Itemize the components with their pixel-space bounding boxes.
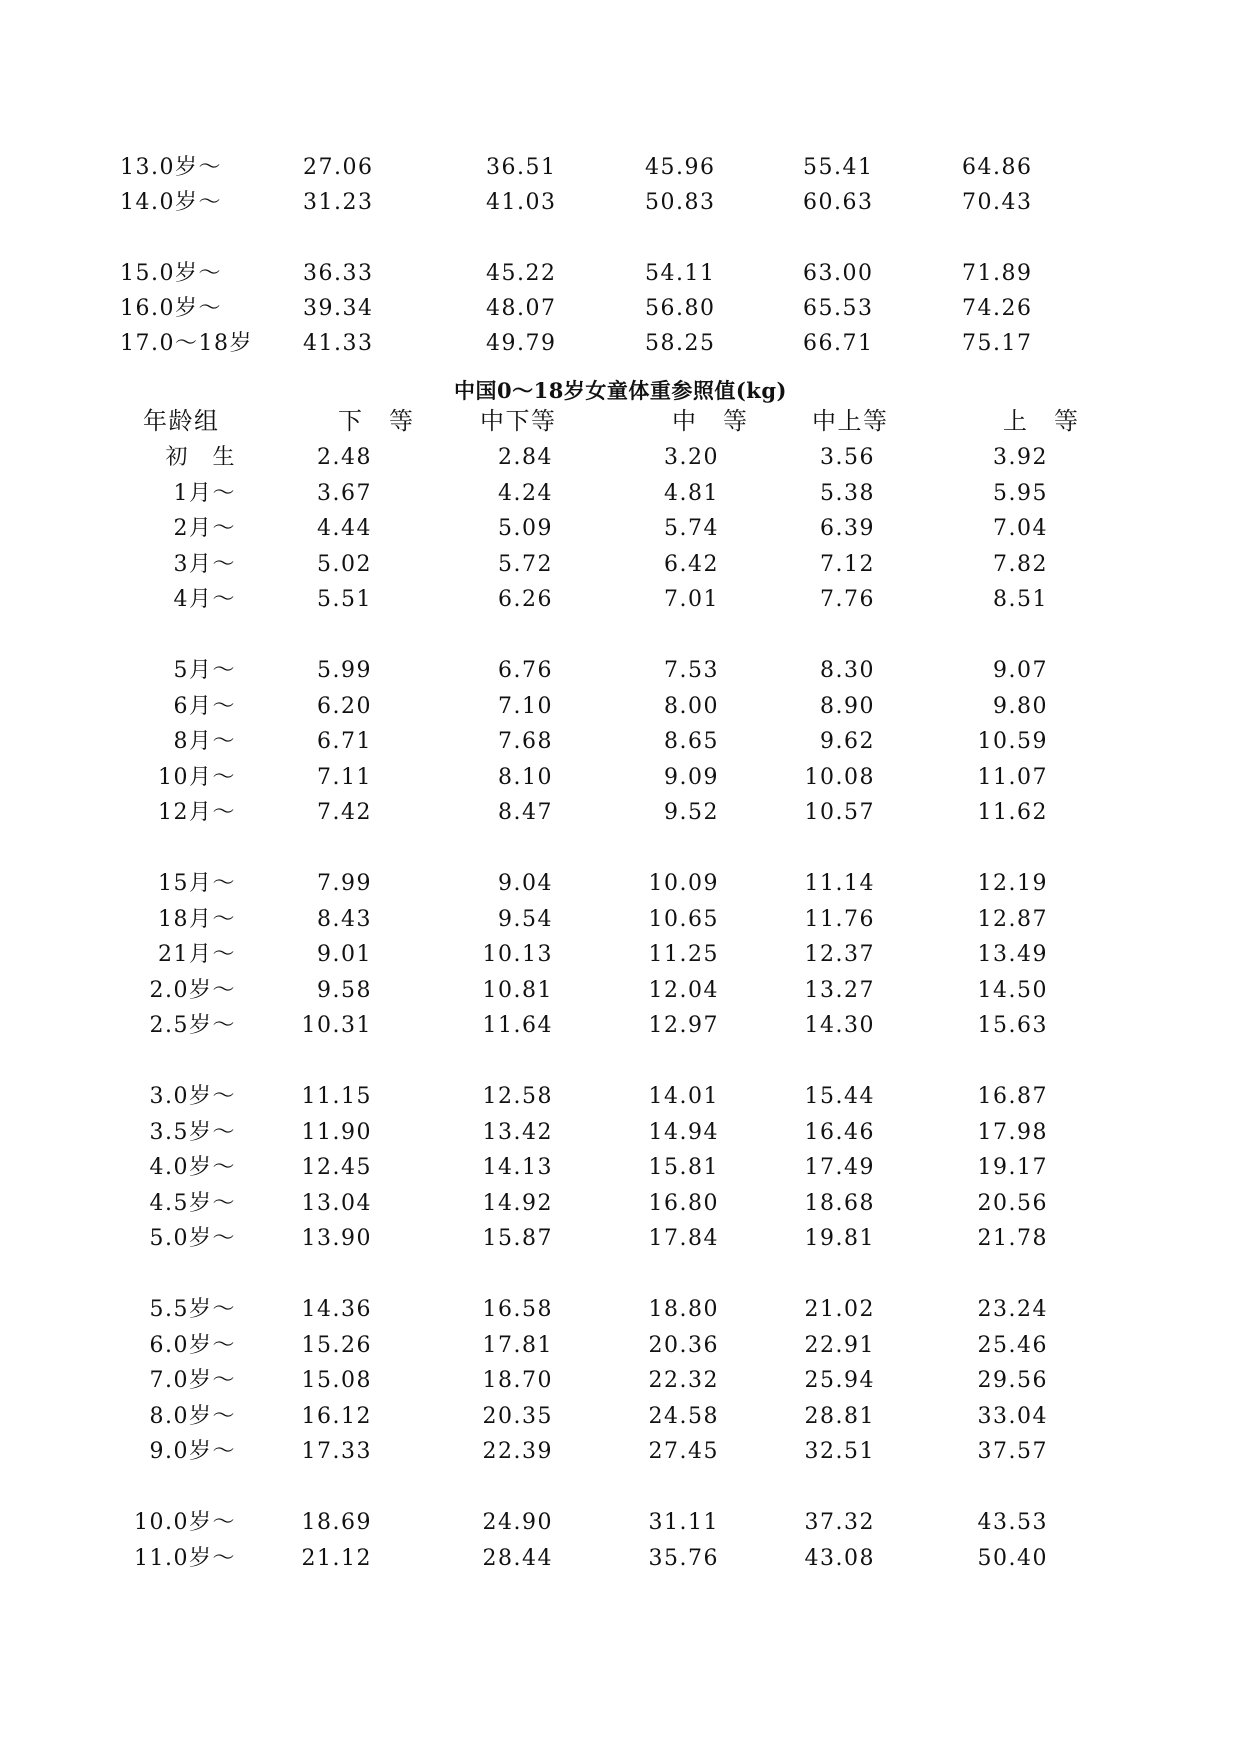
age-cell: 2月～ xyxy=(173,516,236,541)
value-cell: 18.69 xyxy=(301,1510,372,1535)
table-row xyxy=(0,291,1241,327)
value-cell: 12.87 xyxy=(977,907,1048,932)
value-cell: 11.64 xyxy=(482,1013,553,1038)
age-cell: 5.0岁～ xyxy=(149,1226,236,1251)
value-cell: 20.36 xyxy=(648,1333,719,1358)
table-row xyxy=(0,1328,1241,1364)
value-cell: 16.87 xyxy=(977,1084,1048,1109)
value-cell: 7.53 xyxy=(664,658,719,683)
value-cell: 4.44 xyxy=(317,516,372,541)
table-row xyxy=(0,902,1241,938)
table-row xyxy=(0,973,1241,1009)
value-cell: 22.39 xyxy=(482,1439,553,1464)
value-cell: 7.12 xyxy=(820,552,875,577)
age-cell: 9.0岁～ xyxy=(149,1439,236,1464)
age-cell: 15.0岁～ xyxy=(120,261,222,286)
header-lower: 下 等 xyxy=(338,407,415,435)
value-cell: 7.04 xyxy=(993,516,1048,541)
header-upper: 上 等 xyxy=(1003,407,1080,435)
value-cell: 36.51 xyxy=(486,155,557,180)
value-cell: 17.98 xyxy=(977,1120,1048,1145)
value-cell: 5.09 xyxy=(498,516,553,541)
value-cell: 74.26 xyxy=(962,296,1033,321)
value-cell: 9.80 xyxy=(993,694,1048,719)
value-cell: 25.94 xyxy=(804,1368,875,1393)
value-cell: 6.39 xyxy=(820,516,875,541)
value-cell: 14.50 xyxy=(977,978,1048,1003)
value-cell: 21.02 xyxy=(804,1297,875,1322)
value-cell: 11.25 xyxy=(648,942,719,967)
age-cell: 1月～ xyxy=(173,481,236,506)
value-cell: 66.71 xyxy=(803,331,874,356)
value-cell: 7.11 xyxy=(317,765,372,790)
value-cell: 12.37 xyxy=(804,942,875,967)
value-cell: 10.31 xyxy=(301,1013,372,1038)
table-row xyxy=(0,724,1241,760)
table-row xyxy=(0,1221,1241,1257)
value-cell: 9.01 xyxy=(317,942,372,967)
table-row xyxy=(0,582,1241,618)
value-cell: 8.30 xyxy=(820,658,875,683)
age-cell: 17.0～18岁 xyxy=(120,331,253,356)
table-row xyxy=(0,256,1241,292)
age-cell: 14.0岁～ xyxy=(120,190,222,215)
value-cell: 8.43 xyxy=(317,907,372,932)
value-cell: 5.74 xyxy=(664,516,719,541)
age-cell: 8月～ xyxy=(173,729,236,754)
age-cell: 2.0岁～ xyxy=(149,978,236,1003)
value-cell: 45.22 xyxy=(486,261,557,286)
value-cell: 39.34 xyxy=(303,296,374,321)
value-cell: 19.17 xyxy=(977,1155,1048,1180)
value-cell: 5.99 xyxy=(317,658,372,683)
value-cell: 15.63 xyxy=(977,1013,1048,1038)
value-cell: 49.79 xyxy=(486,331,557,356)
value-cell: 13.49 xyxy=(977,942,1048,967)
age-cell: 16.0岁～ xyxy=(120,296,222,321)
table-header xyxy=(0,402,1241,440)
value-cell: 13.42 xyxy=(482,1120,553,1145)
value-cell: 64.86 xyxy=(962,155,1033,180)
value-cell: 21.12 xyxy=(301,1546,372,1571)
value-cell: 14.01 xyxy=(648,1084,719,1109)
value-cell: 63.00 xyxy=(803,261,874,286)
value-cell: 18.70 xyxy=(482,1368,553,1393)
table-row xyxy=(0,689,1241,725)
table-row xyxy=(0,760,1241,796)
value-cell: 10.57 xyxy=(804,800,875,825)
value-cell: 6.76 xyxy=(498,658,553,683)
age-cell: 10月～ xyxy=(158,765,236,790)
age-cell: 4.5岁～ xyxy=(149,1191,236,1216)
age-cell: 5月～ xyxy=(173,658,236,683)
value-cell: 14.92 xyxy=(482,1191,553,1216)
value-cell: 6.71 xyxy=(317,729,372,754)
value-cell: 15.87 xyxy=(482,1226,553,1251)
value-cell: 9.58 xyxy=(317,978,372,1003)
age-cell: 4.0岁～ xyxy=(149,1155,236,1180)
value-cell: 11.14 xyxy=(804,871,875,896)
value-cell: 16.58 xyxy=(482,1297,553,1322)
value-cell: 11.90 xyxy=(301,1120,372,1145)
header-age-group: 年龄组 xyxy=(143,407,220,435)
value-cell: 13.27 xyxy=(804,978,875,1003)
value-cell: 3.56 xyxy=(820,445,875,470)
value-cell: 60.63 xyxy=(803,190,874,215)
value-cell: 18.68 xyxy=(804,1191,875,1216)
value-cell: 23.24 xyxy=(977,1297,1048,1322)
value-cell: 10.13 xyxy=(482,942,553,967)
value-cell: 12.19 xyxy=(977,871,1048,896)
table-row xyxy=(0,1150,1241,1186)
value-cell: 20.56 xyxy=(977,1191,1048,1216)
age-cell: 3.5岁～ xyxy=(149,1120,236,1145)
value-cell: 9.09 xyxy=(664,765,719,790)
value-cell: 36.33 xyxy=(303,261,374,286)
table-row xyxy=(0,476,1241,512)
age-cell: 6.0岁～ xyxy=(149,1333,236,1358)
value-cell: 3.92 xyxy=(993,445,1048,470)
table-row xyxy=(0,547,1241,583)
age-cell: 15月～ xyxy=(158,871,236,896)
table-row xyxy=(0,1399,1241,1435)
value-cell: 10.59 xyxy=(977,729,1048,754)
table-row xyxy=(0,1541,1241,1577)
age-cell: 3.0岁～ xyxy=(149,1084,236,1109)
value-cell: 7.10 xyxy=(498,694,553,719)
age-cell: 10.0岁～ xyxy=(134,1510,236,1535)
value-cell: 10.09 xyxy=(648,871,719,896)
value-cell: 15.81 xyxy=(648,1155,719,1180)
value-cell: 24.90 xyxy=(482,1510,553,1535)
value-cell: 48.07 xyxy=(486,296,557,321)
value-cell: 50.83 xyxy=(645,190,716,215)
value-cell: 13.90 xyxy=(301,1226,372,1251)
header-upper-middle: 中上等 xyxy=(812,407,889,435)
value-cell: 19.81 xyxy=(804,1226,875,1251)
value-cell: 17.33 xyxy=(301,1439,372,1464)
value-cell: 7.99 xyxy=(317,871,372,896)
value-cell: 6.42 xyxy=(664,552,719,577)
value-cell: 14.36 xyxy=(301,1297,372,1322)
value-cell: 17.81 xyxy=(482,1333,553,1358)
age-cell: 11.0岁～ xyxy=(134,1546,236,1571)
value-cell: 5.72 xyxy=(498,552,553,577)
value-cell: 12.58 xyxy=(482,1084,553,1109)
table-row xyxy=(0,440,1241,476)
value-cell: 71.89 xyxy=(962,261,1033,286)
value-cell: 22.32 xyxy=(648,1368,719,1393)
value-cell: 5.38 xyxy=(820,481,875,506)
value-cell: 6.20 xyxy=(317,694,372,719)
value-cell: 4.24 xyxy=(498,481,553,506)
value-cell: 35.76 xyxy=(648,1546,719,1571)
table-row xyxy=(0,653,1241,689)
value-cell: 16.12 xyxy=(301,1404,372,1429)
value-cell: 8.00 xyxy=(664,694,719,719)
value-cell: 27.45 xyxy=(648,1439,719,1464)
value-cell: 15.08 xyxy=(301,1368,372,1393)
value-cell: 24.58 xyxy=(648,1404,719,1429)
value-cell: 56.80 xyxy=(645,296,716,321)
value-cell: 5.51 xyxy=(317,587,372,612)
age-cell: 18月～ xyxy=(158,907,236,932)
value-cell: 70.43 xyxy=(962,190,1033,215)
age-cell: 7.0岁～ xyxy=(149,1368,236,1393)
value-cell: 37.57 xyxy=(977,1439,1048,1464)
value-cell: 14.94 xyxy=(648,1120,719,1145)
value-cell: 32.51 xyxy=(804,1439,875,1464)
header-lower-middle: 中下等 xyxy=(480,407,557,435)
value-cell: 5.02 xyxy=(317,552,372,577)
value-cell: 4.81 xyxy=(664,481,719,506)
table-row xyxy=(0,1186,1241,1222)
header-middle: 中 等 xyxy=(672,407,749,435)
value-cell: 13.04 xyxy=(301,1191,372,1216)
value-cell: 10.81 xyxy=(482,978,553,1003)
value-cell: 2.48 xyxy=(317,445,372,470)
table-row xyxy=(0,150,1241,186)
value-cell: 9.04 xyxy=(498,871,553,896)
value-cell: 15.26 xyxy=(301,1333,372,1358)
value-cell: 31.23 xyxy=(303,190,374,215)
value-cell: 27.06 xyxy=(303,155,374,180)
age-cell: 初 生 xyxy=(165,445,236,470)
value-cell: 31.11 xyxy=(648,1510,719,1535)
age-cell: 2.5岁～ xyxy=(149,1013,236,1038)
value-cell: 58.25 xyxy=(645,331,716,356)
value-cell: 17.84 xyxy=(648,1226,719,1251)
value-cell: 54.11 xyxy=(645,261,716,286)
value-cell: 41.03 xyxy=(486,190,557,215)
value-cell: 16.80 xyxy=(648,1191,719,1216)
age-cell: 13.0岁～ xyxy=(120,155,222,180)
value-cell: 15.44 xyxy=(804,1084,875,1109)
value-cell: 8.10 xyxy=(498,765,553,790)
value-cell: 9.07 xyxy=(993,658,1048,683)
value-cell: 5.95 xyxy=(993,481,1048,506)
table-row xyxy=(0,1505,1241,1541)
value-cell: 11.76 xyxy=(804,907,875,932)
table-row xyxy=(0,1292,1241,1328)
value-cell: 43.08 xyxy=(804,1546,875,1571)
table-row xyxy=(0,795,1241,831)
value-cell: 25.46 xyxy=(977,1333,1048,1358)
value-cell: 14.13 xyxy=(482,1155,553,1180)
value-cell: 55.41 xyxy=(803,155,874,180)
table-row xyxy=(0,1008,1241,1044)
table-row xyxy=(0,185,1241,221)
value-cell: 37.32 xyxy=(804,1510,875,1535)
value-cell: 10.65 xyxy=(648,907,719,932)
value-cell: 50.40 xyxy=(977,1546,1048,1571)
value-cell: 21.78 xyxy=(977,1226,1048,1251)
value-cell: 28.81 xyxy=(804,1404,875,1429)
value-cell: 43.53 xyxy=(977,1510,1048,1535)
table-row xyxy=(0,1434,1241,1470)
age-cell: 8.0岁～ xyxy=(149,1404,236,1429)
table-title: 中国0～18岁女童体重参照值(kg) xyxy=(454,378,787,403)
value-cell: 45.96 xyxy=(645,155,716,180)
age-cell: 6月～ xyxy=(173,694,236,719)
value-cell: 65.53 xyxy=(803,296,874,321)
value-cell: 8.51 xyxy=(993,587,1048,612)
value-cell: 9.52 xyxy=(664,800,719,825)
value-cell: 9.54 xyxy=(498,907,553,932)
table-row xyxy=(0,326,1241,362)
value-cell: 7.82 xyxy=(993,552,1048,577)
value-cell: 14.30 xyxy=(804,1013,875,1038)
value-cell: 20.35 xyxy=(482,1404,553,1429)
table-row xyxy=(0,1363,1241,1399)
age-cell: 21月～ xyxy=(158,942,236,967)
value-cell: 3.20 xyxy=(664,445,719,470)
table-row xyxy=(0,1115,1241,1151)
value-cell: 9.62 xyxy=(820,729,875,754)
table-row xyxy=(0,866,1241,902)
value-cell: 18.80 xyxy=(648,1297,719,1322)
value-cell: 7.42 xyxy=(317,800,372,825)
table-row xyxy=(0,511,1241,547)
value-cell: 75.17 xyxy=(962,331,1033,356)
age-cell: 5.5岁～ xyxy=(149,1297,236,1322)
value-cell: 11.62 xyxy=(977,800,1048,825)
value-cell: 12.45 xyxy=(301,1155,372,1180)
value-cell: 8.90 xyxy=(820,694,875,719)
age-cell: 12月～ xyxy=(158,800,236,825)
value-cell: 6.26 xyxy=(498,587,553,612)
value-cell: 28.44 xyxy=(482,1546,553,1571)
value-cell: 7.68 xyxy=(498,729,553,754)
table-row xyxy=(0,937,1241,973)
age-cell: 4月～ xyxy=(173,587,236,612)
value-cell: 22.91 xyxy=(804,1333,875,1358)
age-cell: 3月～ xyxy=(173,552,236,577)
value-cell: 17.49 xyxy=(804,1155,875,1180)
value-cell: 3.67 xyxy=(317,481,372,506)
value-cell: 33.04 xyxy=(977,1404,1048,1429)
value-cell: 29.56 xyxy=(977,1368,1048,1393)
value-cell: 12.04 xyxy=(648,978,719,1003)
table-row xyxy=(0,1079,1241,1115)
value-cell: 12.97 xyxy=(648,1013,719,1038)
value-cell: 7.01 xyxy=(664,587,719,612)
value-cell: 11.07 xyxy=(977,765,1048,790)
value-cell: 7.76 xyxy=(820,587,875,612)
value-cell: 41.33 xyxy=(303,331,374,356)
value-cell: 2.84 xyxy=(498,445,553,470)
value-cell: 11.15 xyxy=(301,1084,372,1109)
value-cell: 10.08 xyxy=(804,765,875,790)
value-cell: 16.46 xyxy=(804,1120,875,1145)
value-cell: 8.47 xyxy=(498,800,553,825)
value-cell: 8.65 xyxy=(664,729,719,754)
